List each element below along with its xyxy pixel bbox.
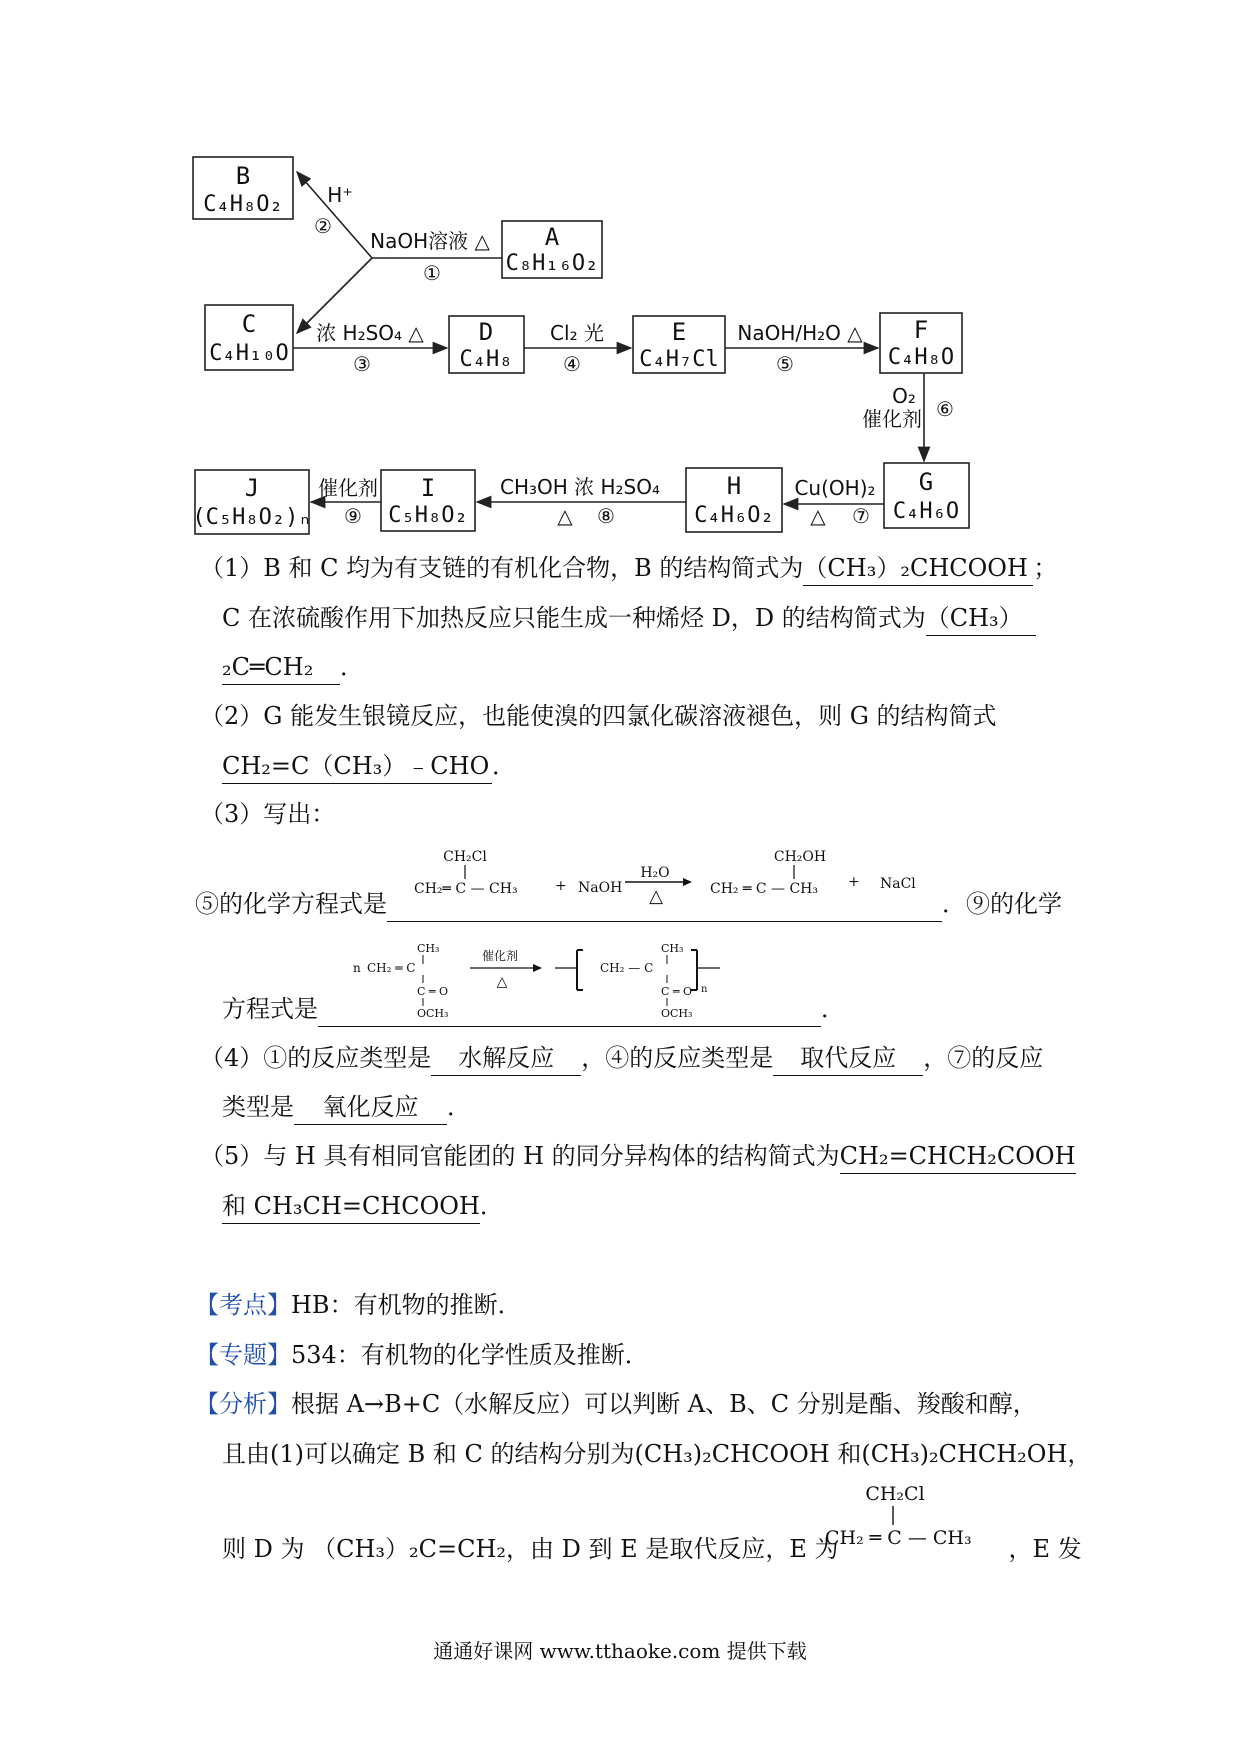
q5-line-1: （5）与 H 具有相同官能团的 H 的同分异构体的结构简式为CH₂=CHCH₂COOH (200, 1139, 1076, 1174)
zhuanti-tag: 【专题】 (195, 1341, 291, 1369)
box-h (686, 468, 782, 532)
svg-text:NaOH: NaOH (578, 880, 623, 896)
svg-text:C₄H₇Cl: C₄H₇Cl (639, 347, 719, 372)
structure-e (823, 1480, 993, 1560)
q3-line-2: ⑤的化学方程式是 ．⑨的化学 (195, 887, 1062, 922)
svg-text:OCH₃: OCH₃ (417, 1007, 449, 1020)
q4-answer-7: 氧化反应 (322, 1093, 419, 1121)
q5-answer-2: 和 CH₃CH=CHCOOH (222, 1192, 480, 1220)
svg-text:⑥: ⑥ (936, 397, 954, 421)
svg-text:H: H (726, 472, 742, 500)
arrow-r8 (477, 475, 686, 528)
svg-text:C₈H₁₆O₂: C₈H₁₆O₂ (505, 251, 599, 276)
svg-text:催化剂: 催化剂 (862, 407, 922, 431)
svg-text:△: △ (496, 974, 508, 990)
q5-answer-1: CH₂=CHCH₂COOH (839, 1142, 1076, 1170)
footer: 通通好课网 www.tthaoke.com 提供下载 (433, 1639, 807, 1663)
svg-text:H⁺: H⁺ (327, 183, 353, 207)
box-i (381, 470, 475, 531)
svg-text:△: △ (810, 504, 826, 528)
arrow-r5 (725, 321, 878, 376)
svg-text:△: △ (557, 504, 573, 528)
arrow-r6 (862, 373, 954, 461)
svg-text:OCH₃: OCH₃ (661, 1007, 693, 1020)
svg-text:CH₃: CH₃ (417, 942, 440, 955)
svg-text:C: C (241, 310, 257, 338)
box-a (502, 221, 602, 278)
svg-text:⑧: ⑧ (597, 504, 615, 528)
fenxi-line-1: 【分析】根据 A→B+C（水解反应）可以判断 A、B、C 分别是酯、羧酸和醇， (195, 1390, 1037, 1418)
svg-text:⑦: ⑦ (852, 504, 870, 528)
svg-text:①: ① (423, 261, 441, 285)
kaodian-line: 【考点】HB：有机物的推断． (195, 1291, 522, 1319)
box-e (633, 316, 725, 373)
q1-answer-b: （CH₃）₂CHCOOH (803, 554, 1028, 582)
svg-text:CH₃: CH₃ (661, 942, 684, 955)
svg-text:NaOH/H₂O △: NaOH/H₂O △ (737, 321, 863, 345)
svg-text:④: ④ (563, 352, 581, 376)
svg-text:CH₂Cl: CH₂Cl (443, 849, 487, 865)
arrow-r2 (297, 172, 372, 258)
q4-line-1: （4）①的反应类型是 水解反应 ，④的反应类型是 取代反应 ，⑦的反应 (200, 1041, 1043, 1076)
svg-text:D: D (478, 318, 494, 346)
fenxi-line-3: 则 D 为 （CH₃）₂C=CH₂，由 D 到 E 是取代反应，E 为 ，E 发 (222, 1535, 1082, 1563)
svg-text:CH₂Cl: CH₂Cl (865, 1483, 925, 1505)
kaodian-tag: 【考点】 (195, 1291, 291, 1319)
svg-text:C₄H₆O₂: C₄H₆O₂ (694, 503, 774, 528)
svg-text:E: E (671, 318, 687, 346)
box-f (880, 313, 962, 373)
svg-text:C₄H₈: C₄H₈ (459, 347, 513, 372)
svg-text:C₄H₈O₂: C₄H₈O₂ (203, 192, 283, 217)
q2-line-1: （2）G 能发生银镜反应，也能使溴的四氯化碳溶液褪色，则 G 的结构简式 (200, 702, 997, 730)
svg-text:②: ② (314, 214, 332, 238)
svg-text:G: G (918, 468, 934, 496)
svg-text:CH₂═ C — CH₃: CH₂═ C — CH₃ (414, 881, 518, 897)
q1-line-1: （1）B 和 C 均为有支链的有机化合物，B 的结构简式为（CH₃）₂CHCOOH ； (200, 551, 1057, 586)
svg-text:I: I (420, 474, 436, 502)
svg-text:NaCl: NaCl (880, 876, 916, 892)
svg-text:F: F (913, 316, 929, 344)
svg-text:③: ③ (353, 352, 371, 376)
q5-line-2: 和 CH₃CH=CHCOOH． (222, 1189, 504, 1224)
svg-text:n: n (353, 961, 361, 975)
box-j (192, 470, 311, 534)
arrow-r1 (370, 229, 502, 285)
q1-answer-d-part2: ₂C═CH₂ (222, 653, 314, 681)
svg-text:+: + (848, 874, 860, 890)
fenxi-tag: 【分析】 (195, 1390, 291, 1418)
zhuanti-line: 【专题】534：有机物的化学性质及推断． (195, 1341, 649, 1369)
arrow-r3 (293, 321, 447, 376)
equation-5 (400, 846, 960, 906)
q2-line-2: CH₂=C（CH₃）﹣CHO ． (222, 749, 516, 784)
svg-text:催化剂: 催化剂 (481, 949, 519, 963)
svg-text:催化剂: 催化剂 (318, 476, 378, 500)
svg-text:H₂O: H₂O (640, 865, 670, 881)
svg-text:J: J (244, 474, 260, 502)
svg-text:C₄H₁₀O: C₄H₁₀O (209, 341, 289, 366)
svg-text:O₂: O₂ (892, 384, 916, 408)
q1-line-3: ₂C═CH₂ ． (222, 650, 364, 685)
svg-text:+: + (555, 878, 567, 894)
box-g (884, 463, 969, 528)
q3-line-3: 方程式是 ． (222, 992, 845, 1027)
q3-line-1: （3）写出： (200, 800, 336, 828)
svg-text:CH₂ ═ C: CH₂ ═ C (367, 961, 416, 975)
box-b (193, 157, 293, 219)
arrow-r4 (524, 321, 631, 376)
svg-text:CH₂ — C: CH₂ — C (600, 961, 654, 975)
svg-text:C₄H₆O: C₄H₆O (892, 499, 960, 524)
svg-text:△: △ (649, 886, 663, 906)
svg-text:⑤: ⑤ (776, 352, 794, 376)
svg-text:(C₅H₈O₂)ₙ: (C₅H₈O₂)ₙ (192, 505, 312, 530)
svg-text:C ═ O: C ═ O (417, 985, 449, 998)
svg-text:n: n (701, 984, 708, 995)
svg-text:B: B (235, 162, 251, 190)
reaction-scheme (0, 0, 1240, 560)
q1-line-2: C 在浓硫酸作用下加热反应只能生成一种烯烃 D，D 的结构简式为（CH₃） (222, 601, 1036, 636)
svg-text:CH₃OH 浓 H₂SO₄: CH₃OH 浓 H₂SO₄ (499, 475, 661, 499)
svg-text:CH₂ ═ C — CH₃: CH₂ ═ C — CH₃ (710, 881, 819, 897)
box-d (449, 316, 524, 373)
q1-answer-d-part1: （CH₃） (925, 604, 1023, 632)
q4-answer-4: 取代反应 (800, 1044, 897, 1072)
q4-answer-1: 水解反应 (458, 1044, 555, 1072)
svg-text:CH₂OH: CH₂OH (773, 849, 827, 865)
svg-text:浓 H₂SO₄ △: 浓 H₂SO₄ △ (316, 321, 424, 345)
svg-text:C₅H₈O₂: C₅H₈O₂ (388, 503, 468, 528)
arrow-r9 (311, 476, 381, 528)
svg-text:⑨: ⑨ (344, 504, 362, 528)
fenxi-line-2: 且由(1)可以确定 B 和 C 的结构分别为(CH₃)₂CHCOOH 和(CH₃)₂CHCH₂OH， (222, 1440, 1092, 1468)
svg-text:C₄H₈O: C₄H₈O (887, 345, 955, 370)
svg-text:NaOH溶液 △: NaOH溶液 △ (370, 229, 490, 253)
box-c (205, 305, 293, 370)
svg-text:C ═ O: C ═ O (661, 985, 693, 998)
svg-text:CH₂ ═ C — CH₃: CH₂ ═ C — CH₃ (825, 1527, 972, 1549)
svg-text:Cu(OH)₂: Cu(OH)₂ (794, 476, 876, 500)
svg-text:A: A (544, 223, 560, 251)
svg-text:Cl₂ 光: Cl₂ 光 (550, 321, 604, 345)
arrow-r7 (784, 476, 884, 528)
q4-line-2: 类型是 氧化反应 ． (222, 1090, 471, 1125)
q2-answer-g: CH₂=C（CH₃）﹣CHO (222, 752, 490, 780)
